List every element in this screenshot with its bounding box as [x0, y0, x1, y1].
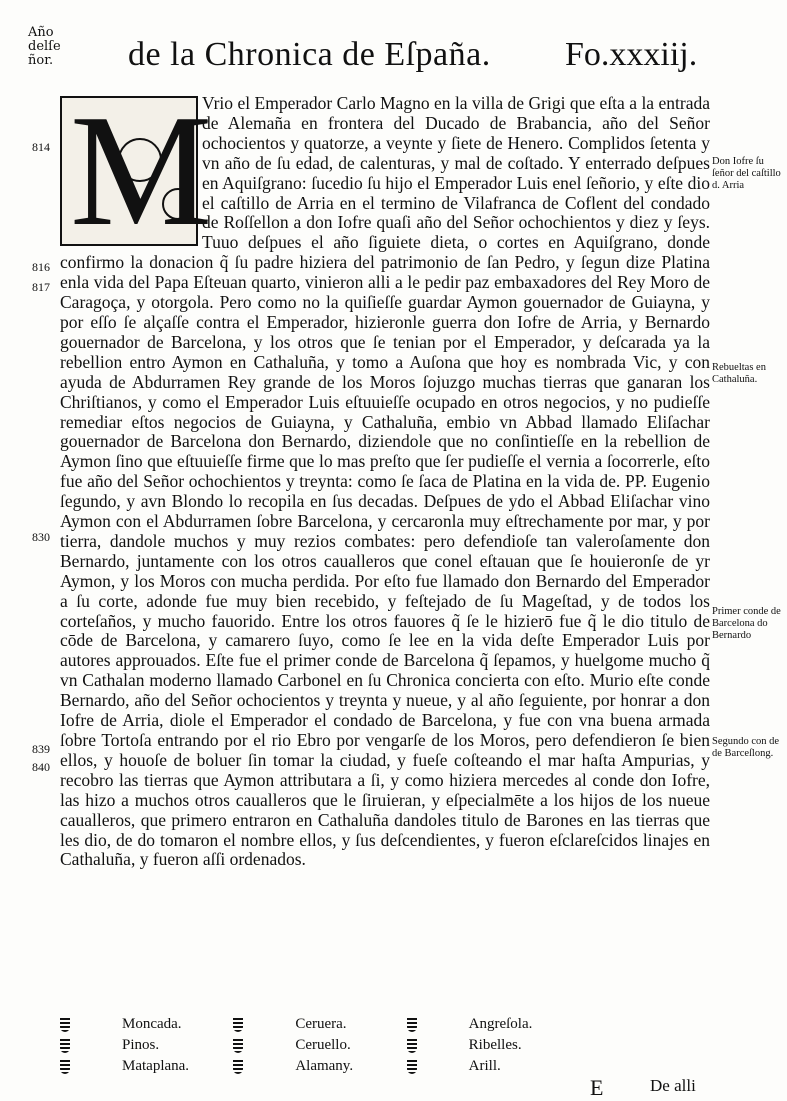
lineage-name: Ceruera. — [295, 1016, 347, 1032]
coat-of-arms-icon — [407, 1059, 417, 1074]
body-paragraph: Vrio el Emperador Carlo Magno en la villa de Grigi que eſta a la entrada de Alemaña en frontera del Ducado de Brabancia, año del Señor ochocientos y quatorze, a veynte y ſiete de Henero. Complidos ſetenta y vn año de ſu edad, de calenturas, y mal de coſtado. Y enterrado deſpues en Aquiſgrano: ſucedio ſu hijo el Emperador Luis enel ſeñorio, y eſte dio el caſtillo de Arria en el termino de Vilafranca de Coflent del condado de Roſſellon a don Iofre quaſi año del Señor ochochientos y diez y ſeys. Tuuo deſpues el año ſiguiete dieta, o cortes en Aquiſgrano, donde confirmo la donacion q̃ ſu padre hiziera del patrimonio de ſan Pedro, y ſegun dize Platina enla vida del Papa Eſteuan quarto, vinieron alli a le pedir paz embaxadores del Rey Moro de Caragoça, y otorgola. Pero como no la quiſieſſe guardar Aymon gouernador de Guiayna, y por eſſo ſe alçaſſe contra el Emperador, hizieronle guerra don Iofre de Arria, y Bernardo gouernador de Barcelona, y los otros que ſe tenian por el Emperador, y deſcarada ya la rebellion entro Aymon en Cathaluña, y tomo a Auſona que hoy es nombrada Vic, y con ayuda de Abdurramen Rey grande de los Moros ſojuzgo muchas tierras que ganaran los Chriſtianos, y como el Emperador Luis eſtuuieſſe ocupado en otros negocios, y no pudieſſe remediar eſtos negocios de Guiayna, y Cathaluña, embio vn Abbad llamado Eliſachar gouernador de Barcelona don Bernardo, diziendole que no conſintieſſe en la rebellion de Aymon ſino que eſtuuieſſe firme que lo mas preſto que ſer pudieſſe el vernia a ſocorrerle, eſto fue año del Señor ochochientos y treynta: como ſe ſaca de Platina en la vida de. PP. Eugenio ſegundo, y avn Blondo lo recopila en ſus decadas. Deſpues de ydo el Abbad Eliſachar vino Aymon con el Abdurramen ſobre Barcelona, y cercaronla muy eſtrechamente por mar, y por tierra, dandole muchos y muy rezios combates: pero defendioſe tan valeroſamente don Bernardo, juntamente con los otros caualleros que conel eſtauan que ſe houieronſe de yr Aymon, y los Moros con mucha perdida. Por eſto fue llamado don Bernardo del Emperador a ſu corte, adonde fue muy bien recebido, y feſtejado de ſu Mageſtad, y de todos los corteſaños, y mucho fauorido. Entre los otros fauores q̃ ſe le hizierō fue q̃ le dio titulo de cōde de Barcelona, y camarero ſuyo, como ſe lee en la vida deſte Emperador Luis por autores approuados. Eſte fue el primer conde de Barcelona q̃ ſepamos, y huelgome mucho q̃ vn Cathalan moderno llamado Carbonel en ſu Chronica concierta con eſto. Murio eſte conde Bernardo, año del Señor ochocientos y treynta y nueue, y al año ſeguiente, por honrar a don Iofre de Arria, diole el Emperador el condado de Barcelona, y fue con vna buena armada ſobre Tortoſa entrando por el rio Ebro por vengarſe de los Moros, pero defendieron ſe bien ellos, y houoſe de boluer ſin tomar la ciudad, y fueſe coſteando el mar haſta Ampurias, y recobro las tierras que Aymon attributara a ſi, y como hiziera mercedes al conde don Iofre, las hizo a muchos otros caualleros que le ſiruieran, y eſpecialmēte a los hijos de los nueue caualleros, que primero entraron en Cathaluña dandoles titulo de Barones en las tierras que les dio, de do tomaron el nombre ellos, y ſus deſcendientes, y fueron eſclareſcidos linajes en Cathaluña, y fueron aſſi ordenados. — [60, 93, 710, 870]
lineage-name: Pinos. — [122, 1037, 160, 1053]
lineage-item — [60, 1036, 233, 1055]
margin-year-line: ñor. — [28, 53, 54, 68]
side-note: Rebueltas en Cathaluña. — [712, 362, 766, 385]
folio-number: Fo.xxxiij. — [565, 36, 698, 73]
lineage-name: Ceruello. — [295, 1037, 351, 1053]
drop-cap-space — [60, 94, 202, 250]
lineage-name: Mataplana. — [122, 1058, 190, 1074]
signature-mark: E — [590, 1075, 604, 1100]
coat-of-arms-icon — [60, 1059, 70, 1074]
coat-of-arms-icon — [233, 1038, 243, 1053]
margin-year: 816 — [32, 260, 50, 274]
margin-year: 830 — [32, 530, 50, 544]
lineage-name: Moncada. — [122, 1016, 182, 1032]
margin-year-line: delſe — [28, 39, 61, 54]
lineage-item — [233, 1015, 406, 1034]
lineage-name: Alamany. — [295, 1058, 354, 1074]
coat-of-arms-icon — [407, 1017, 417, 1032]
side-note: Segundo con de de Barceſlong. — [712, 736, 780, 759]
coat-of-arms-icon — [407, 1038, 417, 1053]
drop-cap-letter: M — [70, 81, 213, 259]
margin-year: 817 — [32, 280, 50, 294]
side-note: Primer conde de Barcelona do Bernardo — [712, 606, 781, 641]
lineage-item — [407, 1036, 580, 1055]
lineage-item — [60, 1057, 233, 1076]
catchword: De alli — [650, 1076, 696, 1095]
lineage-item — [233, 1036, 406, 1055]
coat-of-arms-icon — [60, 1017, 70, 1032]
lineage-item — [233, 1057, 406, 1076]
margin-year: 839 — [32, 742, 50, 756]
coat-of-arms-icon — [233, 1017, 243, 1032]
coat-of-arms-icon — [233, 1059, 243, 1074]
running-title: de la Chronica de Eſpaña. — [128, 36, 491, 73]
body-text — [60, 94, 710, 870]
margin-year: 814 — [32, 140, 50, 154]
lineage-item — [407, 1057, 580, 1076]
lineage-name: Ribelles. — [468, 1037, 522, 1053]
margin-year-label — [28, 26, 61, 68]
lineage-item — [60, 1015, 233, 1034]
lineage-item — [407, 1015, 580, 1034]
lineage-name: Arill. — [468, 1058, 501, 1074]
margin-year-line: Año — [28, 25, 54, 40]
coat-of-arms-icon — [60, 1038, 70, 1053]
margin-year: 840 — [32, 760, 50, 774]
lineage-list — [60, 1015, 580, 1076]
lineage-name: Angreſola. — [468, 1016, 533, 1032]
side-note: Don Iofre ſu ſeñor del caſtillo d. Arria — [712, 156, 781, 191]
